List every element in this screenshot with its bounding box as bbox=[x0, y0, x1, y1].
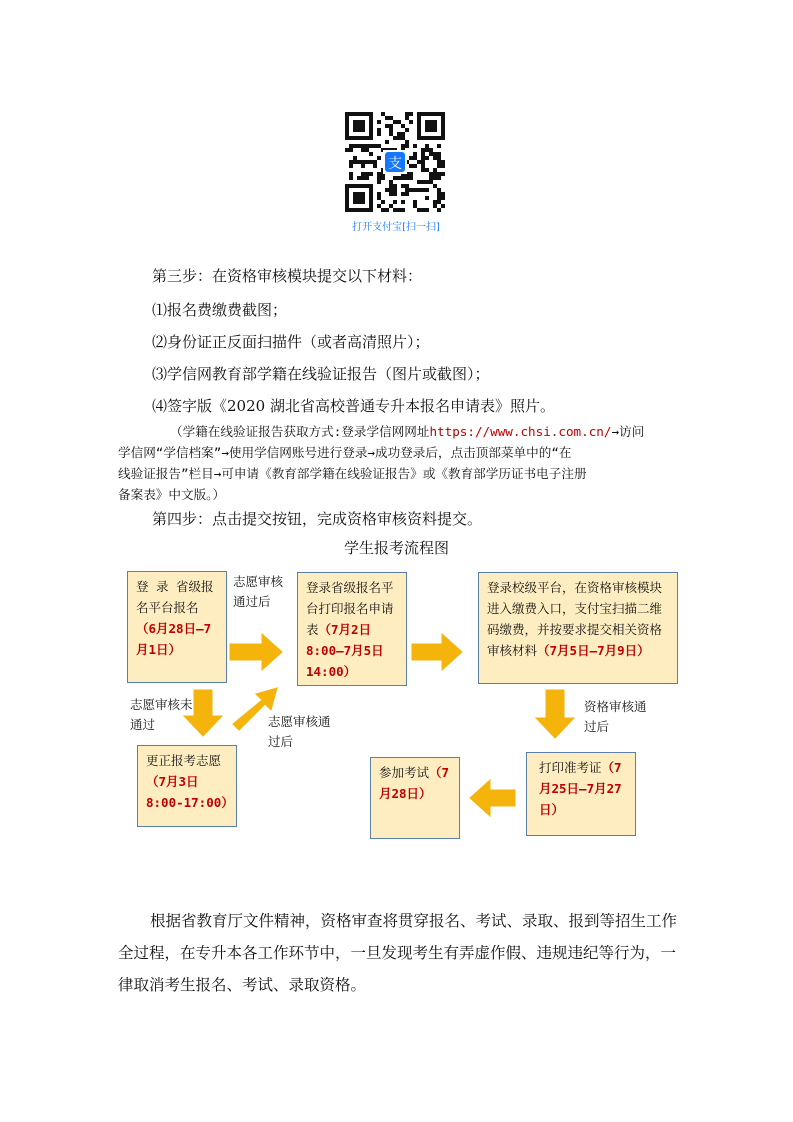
flow-box-correct-choice bbox=[137, 745, 237, 827]
flow-box-school-platform bbox=[478, 572, 678, 684]
step3-item-2: ⑵身份证正反面扫描件（或者高清照片）； bbox=[152, 333, 430, 351]
box6-date: （7月28日） bbox=[379, 765, 450, 801]
note-line2: 学信网“学信档案”→使用学信网账号进行登录→成功登录后，点击顶部菜单中的“在 bbox=[118, 445, 572, 460]
final-paragraph: 根据省教育厅文件精神，资格审查将贯穿报名、考试、录取、报到等招生工作全过程，在专升本各工作环节中，一旦发现考生有弄虚作假、违规违纪等行为，一律取消考生报名、考试、录取资格。 bbox=[118, 912, 678, 994]
box4-text: 更正报考志愿 bbox=[146, 753, 222, 768]
box4-date: （7月3日 8:00-17:00） bbox=[146, 774, 234, 810]
note-part2: →访问 bbox=[611, 424, 645, 439]
box5-date: （7月25日—7月27日） bbox=[539, 760, 622, 817]
box2-date: （7月2日 8:00—7月5日 14:00） bbox=[306, 622, 384, 679]
arrow-right-1 bbox=[230, 634, 282, 670]
box5-text: 打印准考证 bbox=[539, 760, 602, 775]
note-line4: 备案表》中文版。） bbox=[118, 487, 226, 502]
label-pass-1: 志愿审核通过后 bbox=[233, 574, 284, 609]
step3-item-4: ⑷签字版《2020 湖北省高校普通专升本报名申请表》照片。 bbox=[152, 397, 555, 415]
box3-date: （7月5日—7月9日） bbox=[537, 643, 650, 658]
alipay-logo-glyph: 支 bbox=[388, 156, 402, 172]
flow-box-print-application bbox=[297, 572, 407, 686]
box1-date: （6月28日—7月1日） bbox=[136, 621, 212, 657]
label-qualification-pass: 资格审核通过后 bbox=[584, 699, 647, 734]
chsi-link[interactable]: https://www.chsi.com.cn/ bbox=[429, 424, 612, 439]
step3-item-1: ⑴报名费缴费截图； bbox=[152, 301, 288, 319]
box2-text: 登录省级报名平台打印报名申请表 bbox=[306, 580, 394, 637]
box3-text: 登录校级平台，在资格审核模块进入缴费入口，支付宝扫描二维码缴费，并按要求提交相关资格审核材料 bbox=[487, 580, 663, 658]
arrow-left bbox=[470, 780, 515, 816]
step3-heading: 第三步：在资格审核模块提交以下材料： bbox=[152, 267, 423, 285]
flow-box-print-admission bbox=[526, 752, 636, 836]
arrow-down-2 bbox=[536, 690, 574, 738]
box1-text: 登 录 省级报名平台报名 bbox=[136, 579, 214, 615]
note-line3: 线验证报告”栏目→可申请《教育部学籍在线验证报告》或《教育部学历证书电子注册 bbox=[118, 466, 587, 481]
arrow-right-2 bbox=[412, 634, 462, 670]
note-part1: （学籍在线验证报告获取方式:登录学信网网址 bbox=[170, 424, 430, 439]
label-pass-2: 志愿审核通过后 bbox=[268, 714, 331, 749]
flow-box-provincial-register bbox=[127, 571, 227, 683]
flowchart-title: 学生报考流程图 bbox=[343, 539, 449, 557]
qr-caption: 打开支付宝[扫一扫] bbox=[352, 222, 440, 233]
step4-text: 第四步：点击提交按钮，完成资格审核资料提交。 bbox=[152, 510, 483, 528]
box6-text: 参加考试 bbox=[379, 765, 430, 780]
step3-item-3: ⑶学信网教育部学籍在线验证报告（图片或截图）； bbox=[152, 365, 490, 383]
label-fail: 志愿审核未通过 bbox=[130, 697, 193, 732]
flow-box-take-exam bbox=[370, 757, 460, 839]
